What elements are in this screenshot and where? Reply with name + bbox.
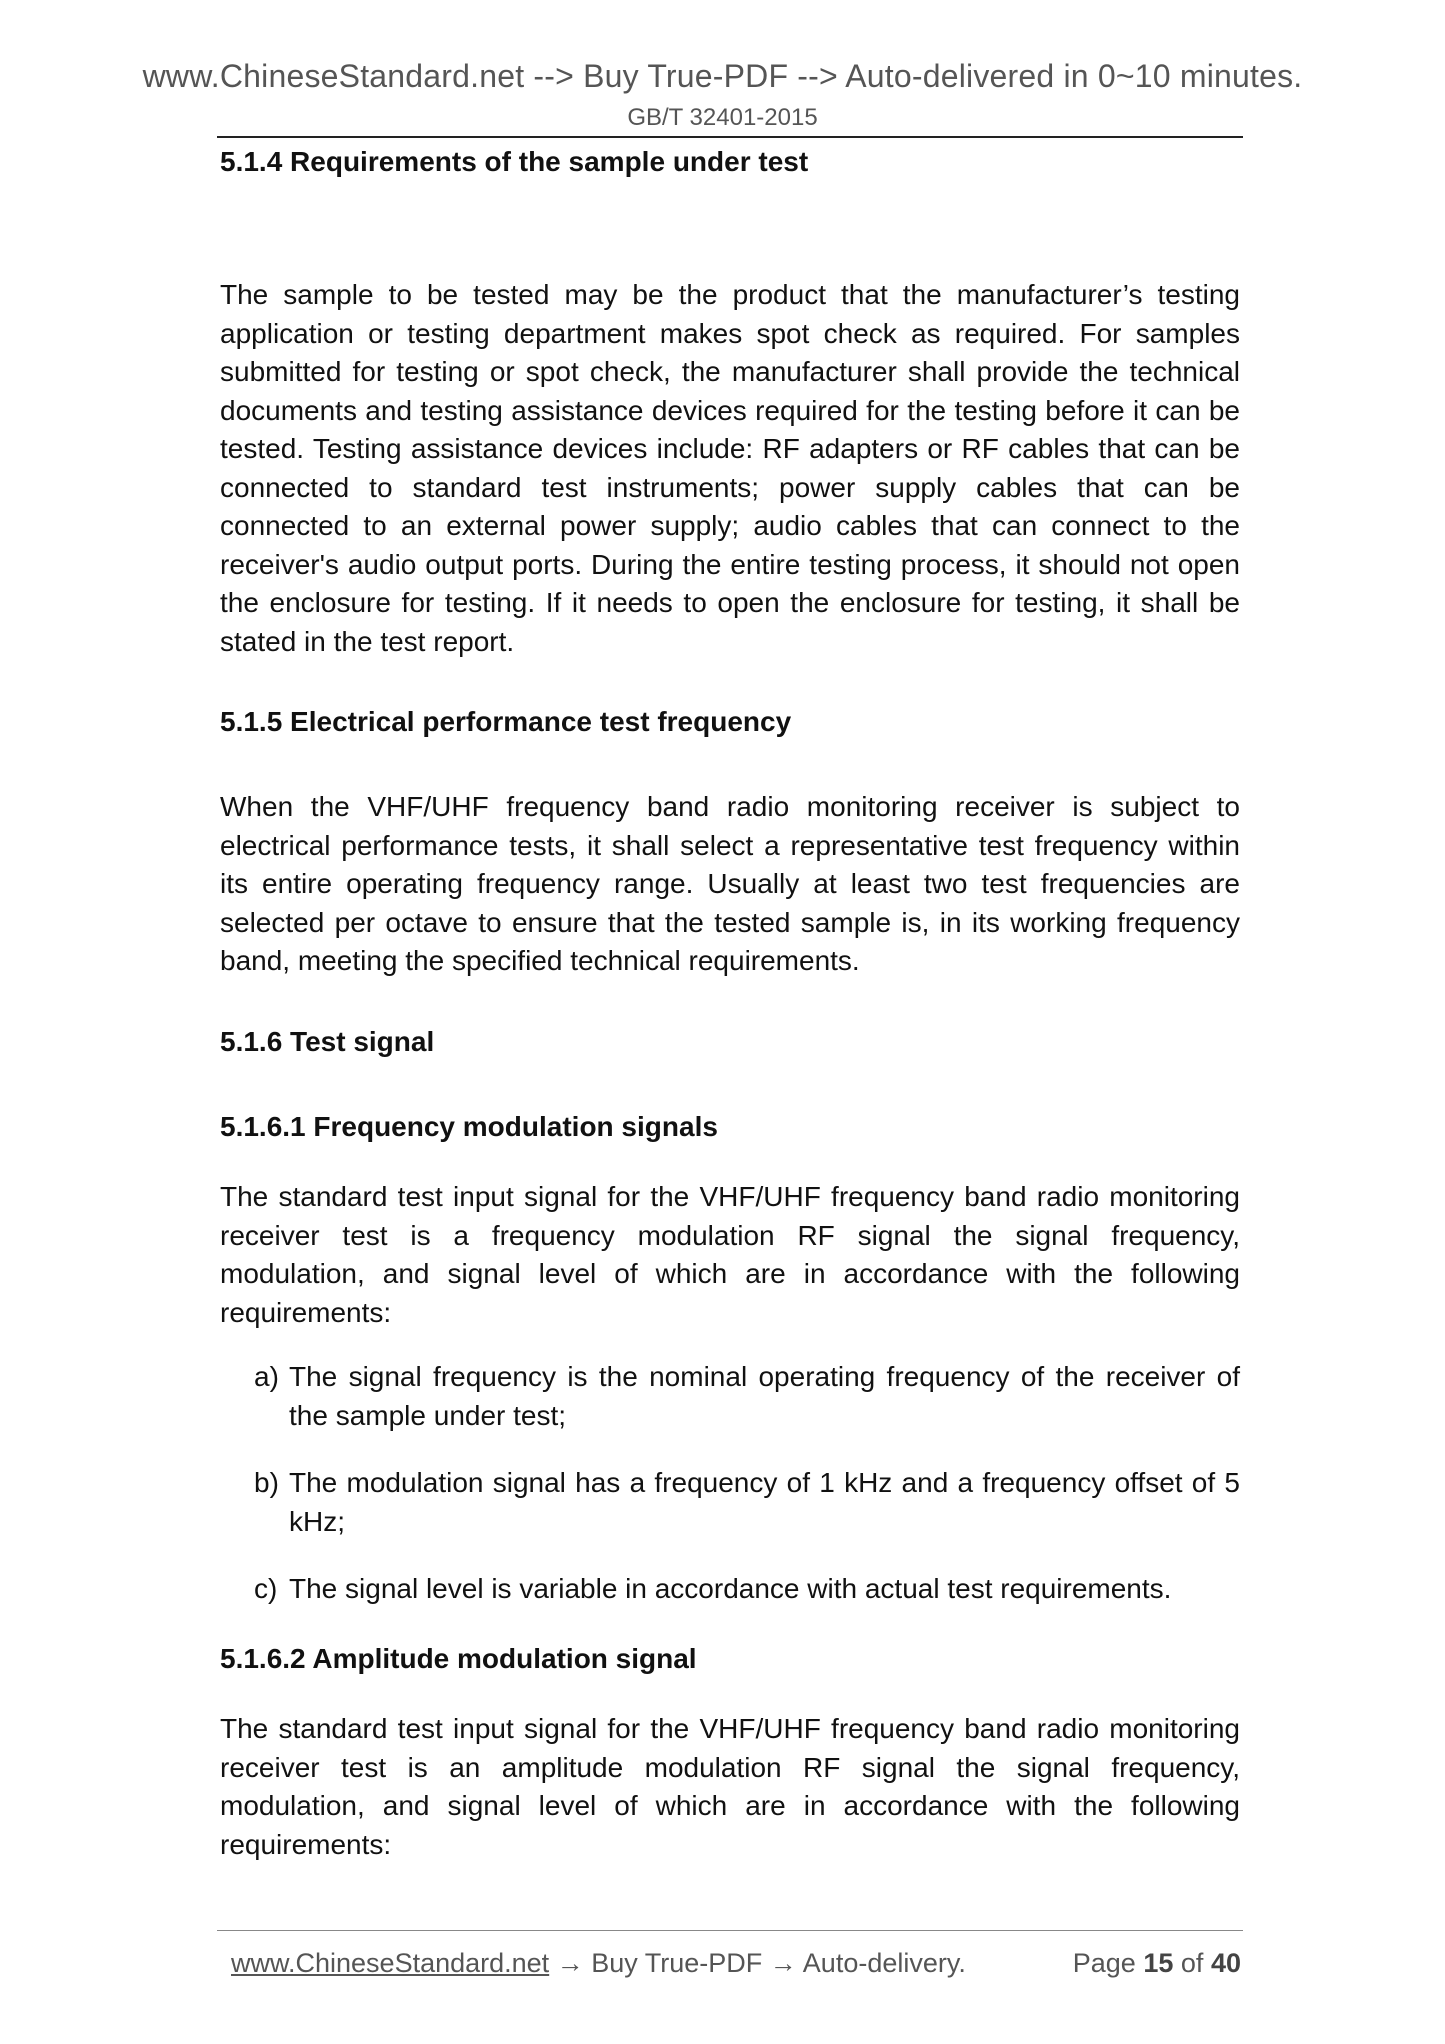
page-label: Page (1072, 1948, 1136, 1978)
section-heading-5-1-6: 5.1.6 Test signal (220, 1026, 435, 1057)
list-item-text: The modulation signal has a frequency of 1 kHz and a frequency offset of 5 kHz; (289, 1467, 1240, 1537)
standard-number: GB/T 32401-2015 (627, 104, 818, 131)
arrow-right-icon: → (769, 1948, 797, 1978)
list-item (254, 1464, 1240, 1541)
section-body-5-1-4: The sample to be tested may be the product that the manufacturer’s testing application or testing department makes spot check as required. For samples submitted for testing or spot check, the manufacturer shall provide the technical documents and testing assistance devices required for the testing before it can be tested. Testing assistance devices include: RF adapters or RF cables that can be connected to standard test instruments; power supply cables that can be connected to an external power supply; audio cables that can connect to the receiver's audio output ports. During the entire testing process, it should not open the enclosure for testing. If it needs to open the enclosure for testing, it shall be stated in the test report. (220, 279, 1240, 657)
list-item-text: The signal frequency is the nominal operating frequency of the receiver of the sample under test; (289, 1361, 1240, 1431)
section-heading-5-1-6-2: 5.1.6.2 Amplitude modulation signal (220, 1643, 697, 1674)
list-marker: a) (254, 1361, 279, 1392)
list-marker: c) (254, 1573, 278, 1604)
list-item-text: The signal level is variable in accordance with actual test requirements. (289, 1573, 1172, 1604)
section-heading-5-1-4: 5.1.4 Requirements of the sample under test (220, 146, 809, 177)
arrow-right-icon: → (556, 1948, 584, 1978)
footer-divider (217, 1930, 1243, 1931)
header-divider (217, 136, 1243, 138)
page-number (1073, 1948, 1241, 1979)
footer-delivery-text: Auto-delivery. (802, 1948, 966, 1978)
section-body-5-1-6-2: The standard test input signal for the VHF/UHF frequency band radio monitoring receiver test is an amplitude modulation RF signal the signal frequency, modulation, and signal level of which are in accordance with the following requirements: (220, 1713, 1240, 1860)
footer-site-link[interactable]: www.ChineseStandard.net (231, 1948, 550, 1978)
page-current: 15 (1143, 1948, 1174, 1978)
header-url-line[interactable]: www.ChineseStandard.net --> Buy True-PDF --> Auto-delivered in 0~10 minutes. (142, 58, 1303, 94)
list-item (254, 1358, 1240, 1435)
section-heading-5-1-6-1: 5.1.6.1 Frequency modulation signals (220, 1111, 718, 1142)
list-marker: b) (254, 1467, 279, 1498)
section-body-5-1-5: When the VHF/UHF frequency band radio monitoring receiver is subject to electrical performance tests, it shall select a representative test frequency within its entire operating frequency range. Usually at least two test frequencies are selected per octave to ensure that the tested sample is, in its working frequency band, meeting the specified technical requirements. (220, 791, 1240, 976)
list-item (254, 1570, 1240, 1609)
page-total: 40 (1210, 1948, 1241, 1978)
footer-links (231, 1948, 966, 1979)
of-label: of (1180, 1948, 1204, 1978)
section-heading-5-1-5: 5.1.5 Electrical performance test frequency (220, 706, 792, 737)
section-body-5-1-6-1: The standard test input signal for the VHF/UHF frequency band radio monitoring receiver test is a frequency modulation RF signal the signal frequency, modulation, and signal level of which are in accordance with the following requirements: (220, 1181, 1240, 1328)
footer-buy-link[interactable]: Buy True-PDF (591, 1948, 763, 1978)
